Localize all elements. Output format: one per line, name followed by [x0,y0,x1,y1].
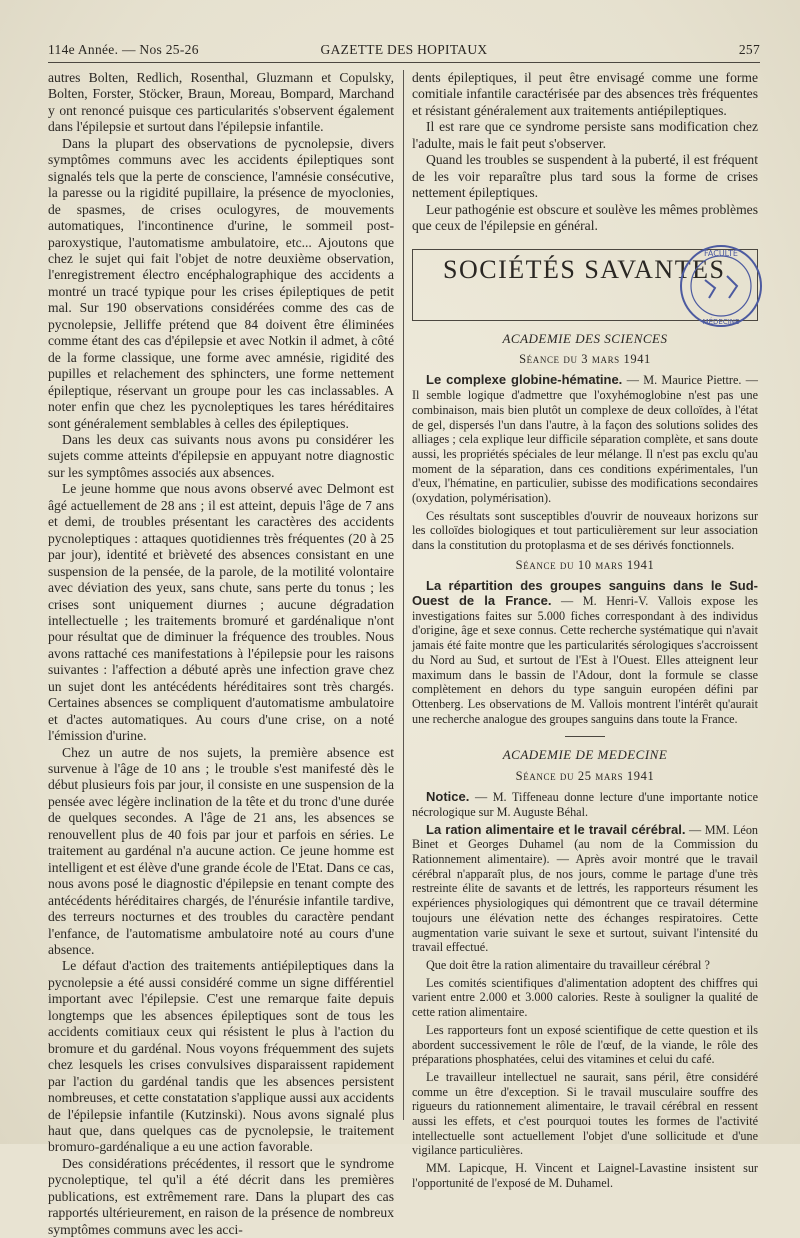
academy-medecine-body [412,790,758,1190]
right-column [412,70,758,1191]
paragraph: Ces résultats sont susceptibles d'ouvrir de nouveaux horizons sur les colloïdes biologiques et tout particulièrement sur leur association dans la constitution du protoplasma et de ses dérivés fonctionnels. [412,508,758,553]
section-title: SOCIÉTÉS SAVANTES [443,254,726,284]
item-title: La ration alimentaire et le travail cérébral. [426,821,686,837]
column-divider [403,70,404,1120]
paragraph: dents épileptiques, il peut être envisagé comme une forme comitiale infantile caractérisée par des absences très fréquentes et résistant généralement aux traitements antiépileptiques. [412,70,758,118]
svg-text:FACULTÉ: FACULTÉ [704,248,738,258]
paragraph: Leur pathogénie est obscure et soulève les mêmes problèmes que ceux de l'épilepsie en général. [412,201,758,234]
section-banner [412,248,758,326]
paragraph: Il est rare que ce syndrome persiste sans modification chez l'adulte, mais le fait peut s'observer. [412,119,758,151]
item-author: — M. Henri-V. Vallois [561,594,692,609]
left-column [48,70,394,1238]
academy-medecine-heading: ACADEMIE DE MEDECINE [502,747,668,763]
paragraph: Chez un autre de nos sujets, la première absence est survenue à l'âge de 10 ans ; le trouble s'est manifesté dès le début plusieurs fois par jour, il consiste en une suspension de la pensée avec légère inclination de la tête et du tronc d'une durée de quelques secondes. A l'âge de 21 ans, les absences se renouvellent plus de 40 fois par jour et parfois en séries. Le traitement au gardénal n'a aucune action. Ce jeune homme est intelligent et est élève d'une grande école de l'Etat. Dans ce cas, nous avons posé le diagnostic d'épilepsie en tenant compte des antécédents héréditaires chargés, de l'énurésie infantile tardive, des terreurs nocturnes et des troubles du caractère pendant l'enfance, de l'automatisme ambulatoire noté au cours d'une absence. [48,744,394,958]
academy-sciences-heading: ACADEMIE DES SCIENCES [502,330,668,346]
paragraph: Le travailleur intellectuel ne saurait, sans péril, être considéré comme un être d'exception. Si le travail musculaire souffre des rigueurs du rationnement alimentaire, le travail cérébral en ressent aussi les effets, et c'est pourquoi toutes les formes de l'activité intellectuelle sont actuellement l'objet d'une sollicitude et d'une vigilance particulières. [412,1069,758,1158]
paragraph: Quand les troubles se suspendent à la puberté, il est fréquent de les voir reparaître plus tard sous la forme de crises nettement épileptiques. [412,152,758,201]
library-stamp-icon [675,240,767,332]
item-text: Il semble logique d'admettre que l'oxyhémoglobine n'est pas une combinaison, mais bien plutôt un complexe de deux colloïdes, à l'état de gel, dispersés l'un dans l'autre, à la façon des solutions solides des alliages ; cela explique leur difficile séparation complète, et sans doute aussi, les propriétés spéciales de leur mélange. Il n'est pas exclu qu'au moment de la séparation, dans ces conditions expérimentales, l'un d'eux, l'hématine, en particulier, subisse des modifications secondaires (oxydation, polymérisation). [412,388,758,506]
paragraph: Dans la plupart des observations de pycnolepsie, divers symptômes communs avec les accidents épileptiques sont signalés tels que la perte de conscience, l'amnésie consécutive, la paresse ou la rigidité pupillaire, la présence de myoclonies, de spasmes, de crises oculogyres, de mouvements automatiques, l'incontinence d'urine, le sommeil post-paroxystique, l'automatisme ambulatoire, etc... Ajoutons que chez le sujet qui fait l'objet de notre deuxième observation, l'enregistrement électro encéphalographique des accidents a montré un tracé typique pour les crises épileptiques de petit mal. Sur 190 observations considérées comme des cas de pycnolepsie, Jelliffe prétend que 84 doivent être éliminées comme étant des cas d'épilepsie et avec Notkin il admet, à côté de la forme classique, une forme avec amnésie, rigidité des pupilles et relachement des sphincters, une forme nettement épileptique, réservant un groupe pour les cas inclassables. A noter enfin que chez les pycnoleptiques les tares héréditaires sont généralement semblables à celles des épileptiques. [48,135,394,431]
svg-text:MÉDECINE: MÉDECINE [702,317,740,326]
academy-sciences-body-2 [412,579,758,726]
paragraph: MM. Lapicque, H. Vincent et Laignel-Lavastine insistent sur l'opportunité de l'exposé de M. Duhamel. [412,1161,758,1190]
item-text: — M. Tiffeneau donne lecture d'une importante notice nécrologique sur M. Auguste Béhal. [412,790,759,819]
paragraph: Les comités scientifiques d'alimentation adoptent des chiffres qui varient entre 2.000 et 3.000 calories. Reste à souligner la qualité de cette ration alimentaire. [412,975,758,1020]
seance-date: Séance du 10 mars 1941 [515,557,655,572]
paragraph: Les rapporteurs font un exposé scientifique de cette question et ils abordent successivement le rôle de l'œuf, de la viande, le rôle des préparations phosphatées, celui des vitamines et celui du café. [412,1022,758,1067]
paragraph: Que doit être la ration alimentaire du travailleur cérébral ? [426,958,710,972]
paragraph: Dans les deux cas suivants nous avons pu considérer les sujets comme atteints d'épilepsie en appuyant notre diagnostic sur les symptômes associés aux absences. [48,431,394,480]
divider [565,736,605,737]
item-text: — MM. Léon Binet et Georges Duhamel (au nom de la Commission du Rationnement alimentaire). — Après avoir montré que le travail cérébral n'apparaît plus, de nos jours, comme le partage d'une très restreinte élite de savants et de lettrés, les rapporteurs résument les expériences physiologiques qui démontrent que ce travail détermine toujours une élévation nette des échanges respiratoires. Cette augmentation varie suivant le sexe et surtout, suivant l'intensité du travail effectué. [412,822,759,955]
item-text: expose les investigations faites sur 5.000 fiches correspondant à des individus d'origine, âge et sexe connus. Cette recherche systématique qui n'avait jamais été faite montre que les particularités sérologiques s'accroissent du Nord au Sud, et surtout de l'Est à l'Ouest. Elles atteignent leur maximum dans le bassin de l'Adour, dont la formule se classe complètement en dehors du type sanguin européen défini par Ottenberg. Les observations de M. Vallois montrent l'intérêt qu'aurait une recherche analogue des groupes sanguins dans toute la France. [412,594,759,726]
paragraph: autres Bolten, Redlich, Rosenthal, Gluzmann et Copulsky, Bolten, Forster, Stöcker, Braun, Moreau, Bompard, Marchand y ont renoncé puisque ces particularités s'observent également dans l'épilepsie et surtout dans l'épilepsie infantile. [48,70,394,135]
academy-sciences-body [412,373,758,552]
paragraph: Le défaut d'action des traitements antiépileptiques dans la pycnolepsie a été aussi considéré comme un signe différentiel important avec l'épilepsie. C'est une remarque faite depuis longtemps que les absences épileptiques sont de tous les accidents comitiaux ceux qui résistent le plus à l'action du bromure et du gardénal. Nous voyons fréquemment des sujets chez lesquels les crises convulsives disparaissent rapidement par l'action du gardénal tandis que les absences persistent nombreuses, et cette constatation s'applique aussi aux accidents de l'épilepsie infantile (Kutzinski). Nous avons signalé plus haut que, dans quelques cas de pycnolepsie, le traitement bromuro-gardénalique a eu une action favorable. [48,958,394,1155]
seance-date: Séance du 25 mars 1941 [515,768,655,783]
seance-date: Séance du 3 mars 1941 [519,351,651,366]
paragraph: Le jeune homme que nous avons observé avec Delmont est âgé actuellement de 28 ans ; il est atteint, depuis l'âge de 7 ans et demi, de troubles présentant les caractères des accidents pycnoleptiques : attaques quotidiennes très fréquentes (20 à 25 par jour), identité et brièveté des absences consistant en une suspension de la pensée, de la parole, de la motilité volontaire avec déviation des yeux, sans chute, sans perte du tonus ; les crises sont uniquement diurnes ; aucune dégradation intellectuelle ; les traitements bromuré et gardénalique n'ont pour résultat que de diminuer la fréquence des troubles. Nous avons rattaché ces manifestations à l'épilepsie pour les raisons suivantes : l'affection a débuté après une infection grave chez un sujet dont les antécédents héréditaires sont très chargés. Certaines absences se compliquent d'automatisme ambulatoire et d'actes automatiques. Au cours d'une crise, on a noté l'émission d'urine. [48,481,394,744]
item-title: Notice. [426,789,470,805]
journal-title: GAZETTE DES HOPITAUX [320,42,488,57]
issue-label: 114e Année. — Nos 25-26 [48,42,199,57]
paragraph: Des considérations précédentes, il ressort que le syndrome pycnoleptique, tel qu'il a été décrit dans les premières publications, est extrêmement rare. Dans la plupart des cas rapportés ultérieurement, en raison de la présence de nombreux symptômes communs avec les acci- [48,1155,394,1237]
header-rule [48,62,760,63]
item-title: La répartition des groupes sanguins dans le Sud-Ouest de la France. [412,578,758,609]
page-header [48,40,760,62]
page-number: 257 [738,42,760,57]
item-title: Le complexe globine-hématine. [426,372,623,388]
item-author: — M. Maurice Piettre. — [626,373,758,388]
